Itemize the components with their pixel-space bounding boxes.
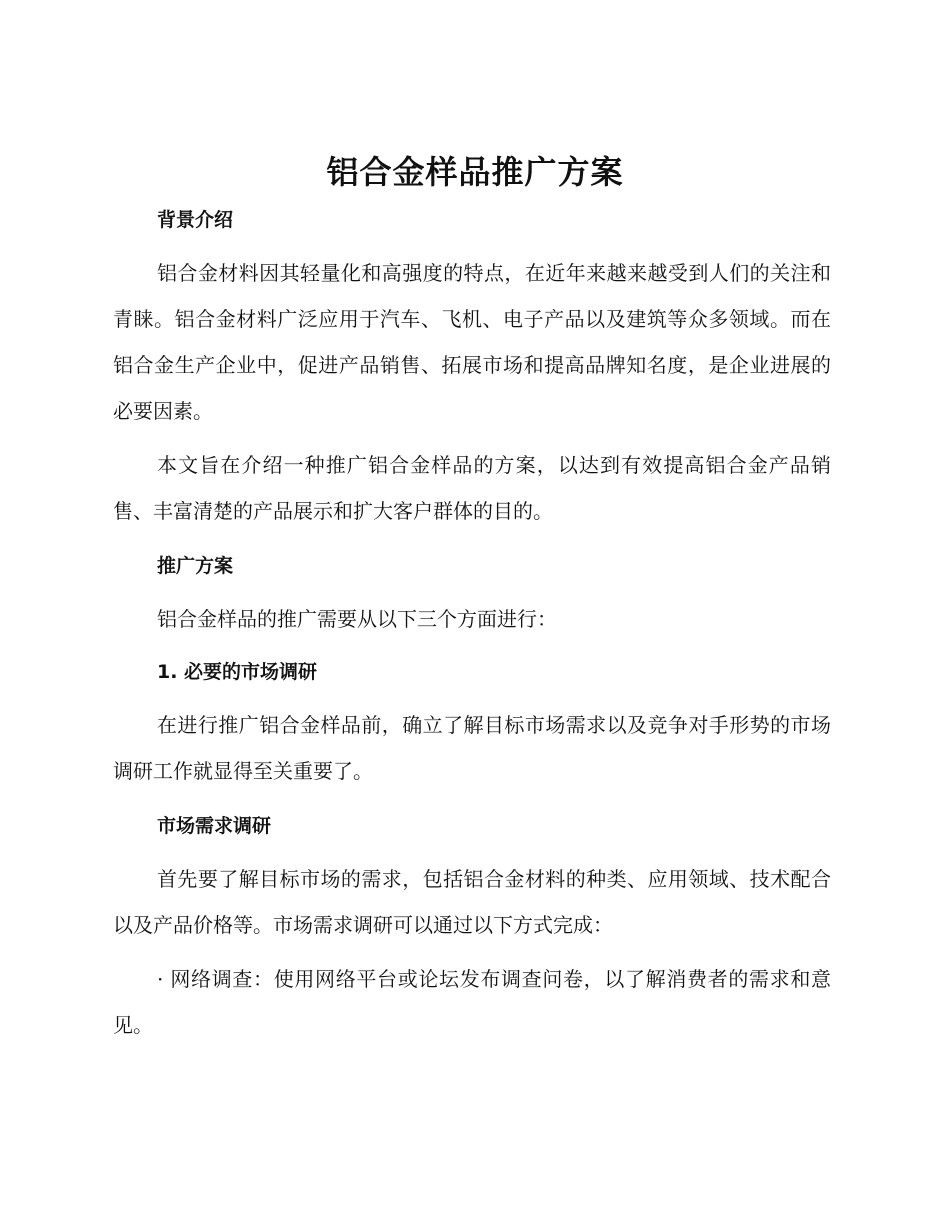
page-title: 铝合金样品推广方案	[326, 153, 624, 191]
section-heading-step1: 1. 必要的市场调研	[157, 661, 318, 683]
bullet-item-online-survey: · 网络调查：使用网络平台或论坛发布调查问卷，以了解消费者的需求和意见。	[113, 967, 831, 1037]
paragraph-demand: 首先要了解目标市场的需求，包括铝合金材料的种类、应用领域、技术配合以及产品价格等。市场需求调研可以通过以下方式完成：	[113, 867, 831, 937]
paragraph-plan-intro: 铝合金样品的推广需要从以下三个方面进行：	[157, 607, 557, 631]
paragraph-background-1: 铝合金材料因其轻量化和高强度的特点，在近年来越来越受到人们的关注和青睐。铝合金材料广泛应用于汽车、飞机、电子产品以及建筑等众多领域。而在铝合金生产企业中，促进产品销售、拓展市场和提高品牌知名度，是企业进展的必要因素。	[113, 261, 831, 423]
section-heading-demand: 市场需求调研	[157, 815, 272, 837]
section-heading-background: 背景介绍	[157, 209, 234, 231]
document-body	[113, 196, 831, 1056]
paragraph-step1: 在进行推广铝合金样品前，确立了解目标市场需求以及竞争对手形势的市场调研工作就显得至关重要了。	[113, 713, 831, 783]
paragraph-background-2: 本文旨在介绍一种推广铝合金样品的方案，以达到有效提高铝合金产品销售、丰富清楚的产品展示和扩大客户群体的目的。	[113, 453, 831, 523]
section-heading-plan: 推广方案	[157, 555, 234, 577]
